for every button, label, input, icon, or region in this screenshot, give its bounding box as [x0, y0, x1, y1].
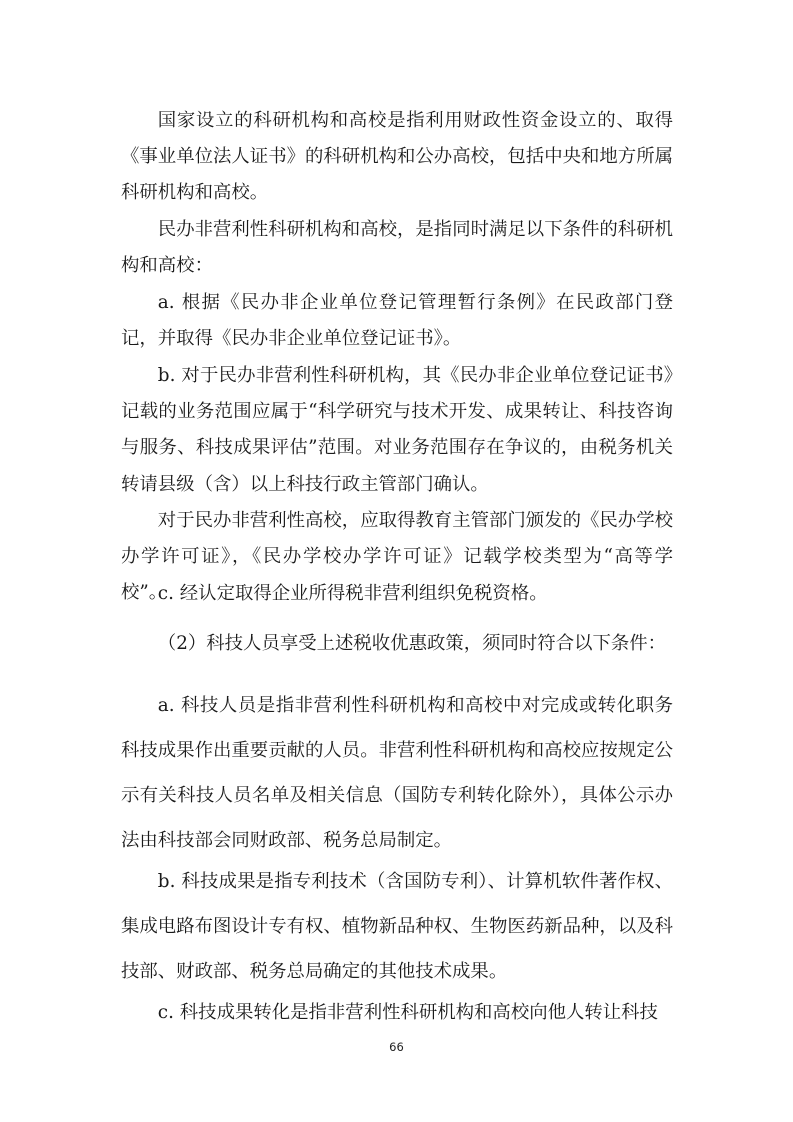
paragraph-private-institutions-intro: 民办非营利性科研机构和高校，是指同时满足以下条件的科研机构和高校：	[121, 219, 673, 277]
paragraph-condition-c-tax-exemption: c. 经认定取得企业所得税非营利组织免税资格。	[157, 583, 548, 604]
paragraph-condition-b-business-scope: b. 对于民办非营利性科研机构，其《民办非企业单位登记证书》记载的业务范围应属于“科学研究与技术开发、成果转让、科技咨询与服务、科技成果评估”范围。对业务范围存在争议的，由税务机关转请县级（含）以上科技行政主管部门确认。	[121, 365, 673, 495]
paragraph-public-institutions: 国家设立的科研机构和高校是指利用财政性资金设立的、取得《事业单位法人证书》的科研机构和公办高校，包括中央和地方所属科研机构和高校。	[121, 110, 673, 204]
paragraph-item-b-achievements: b. 科技成果是指专利技术（含国防专利）、计算机软件著作权、集成电路布图设计专有权、植物新品种权、生物医药新品种，以及科技部、财政部、税务总局确定的其他技术成果。	[121, 871, 673, 982]
paragraph-private-universities-license: 对于民办非营利性高校，应取得教育主管部门颁发的《民办学校办学许可证》，《民办学校办学许可证》记载学校类型为“高等学校”。	[121, 510, 673, 604]
paragraph-condition-a-registration: a. 根据《民办非企业单位登记管理暂行条例》在民政部门登记，并取得《民办非企业单位登记证书》。	[121, 292, 673, 350]
paragraph-item-c-transfer: c. 科技成果转化是指非营利性科研机构和高校向他人转让科技	[157, 1002, 658, 1023]
paragraph-item-a-personnel: a. 科技人员是指非营利性科研机构和高校中对完成或转化职务科技成果作出重要贡献的人员。非营利性科研机构和高校应按规定公示有关科技人员名单及相关信息（国防专利转化除外），具体公示办法由科技部会同财政部、税务总局制定。	[121, 695, 673, 851]
paragraph-section-2-heading: （2）科技人员享受上述税收优惠政策，须同时符合以下条件：	[157, 633, 667, 654]
page-number: 66	[389, 1040, 404, 1054]
